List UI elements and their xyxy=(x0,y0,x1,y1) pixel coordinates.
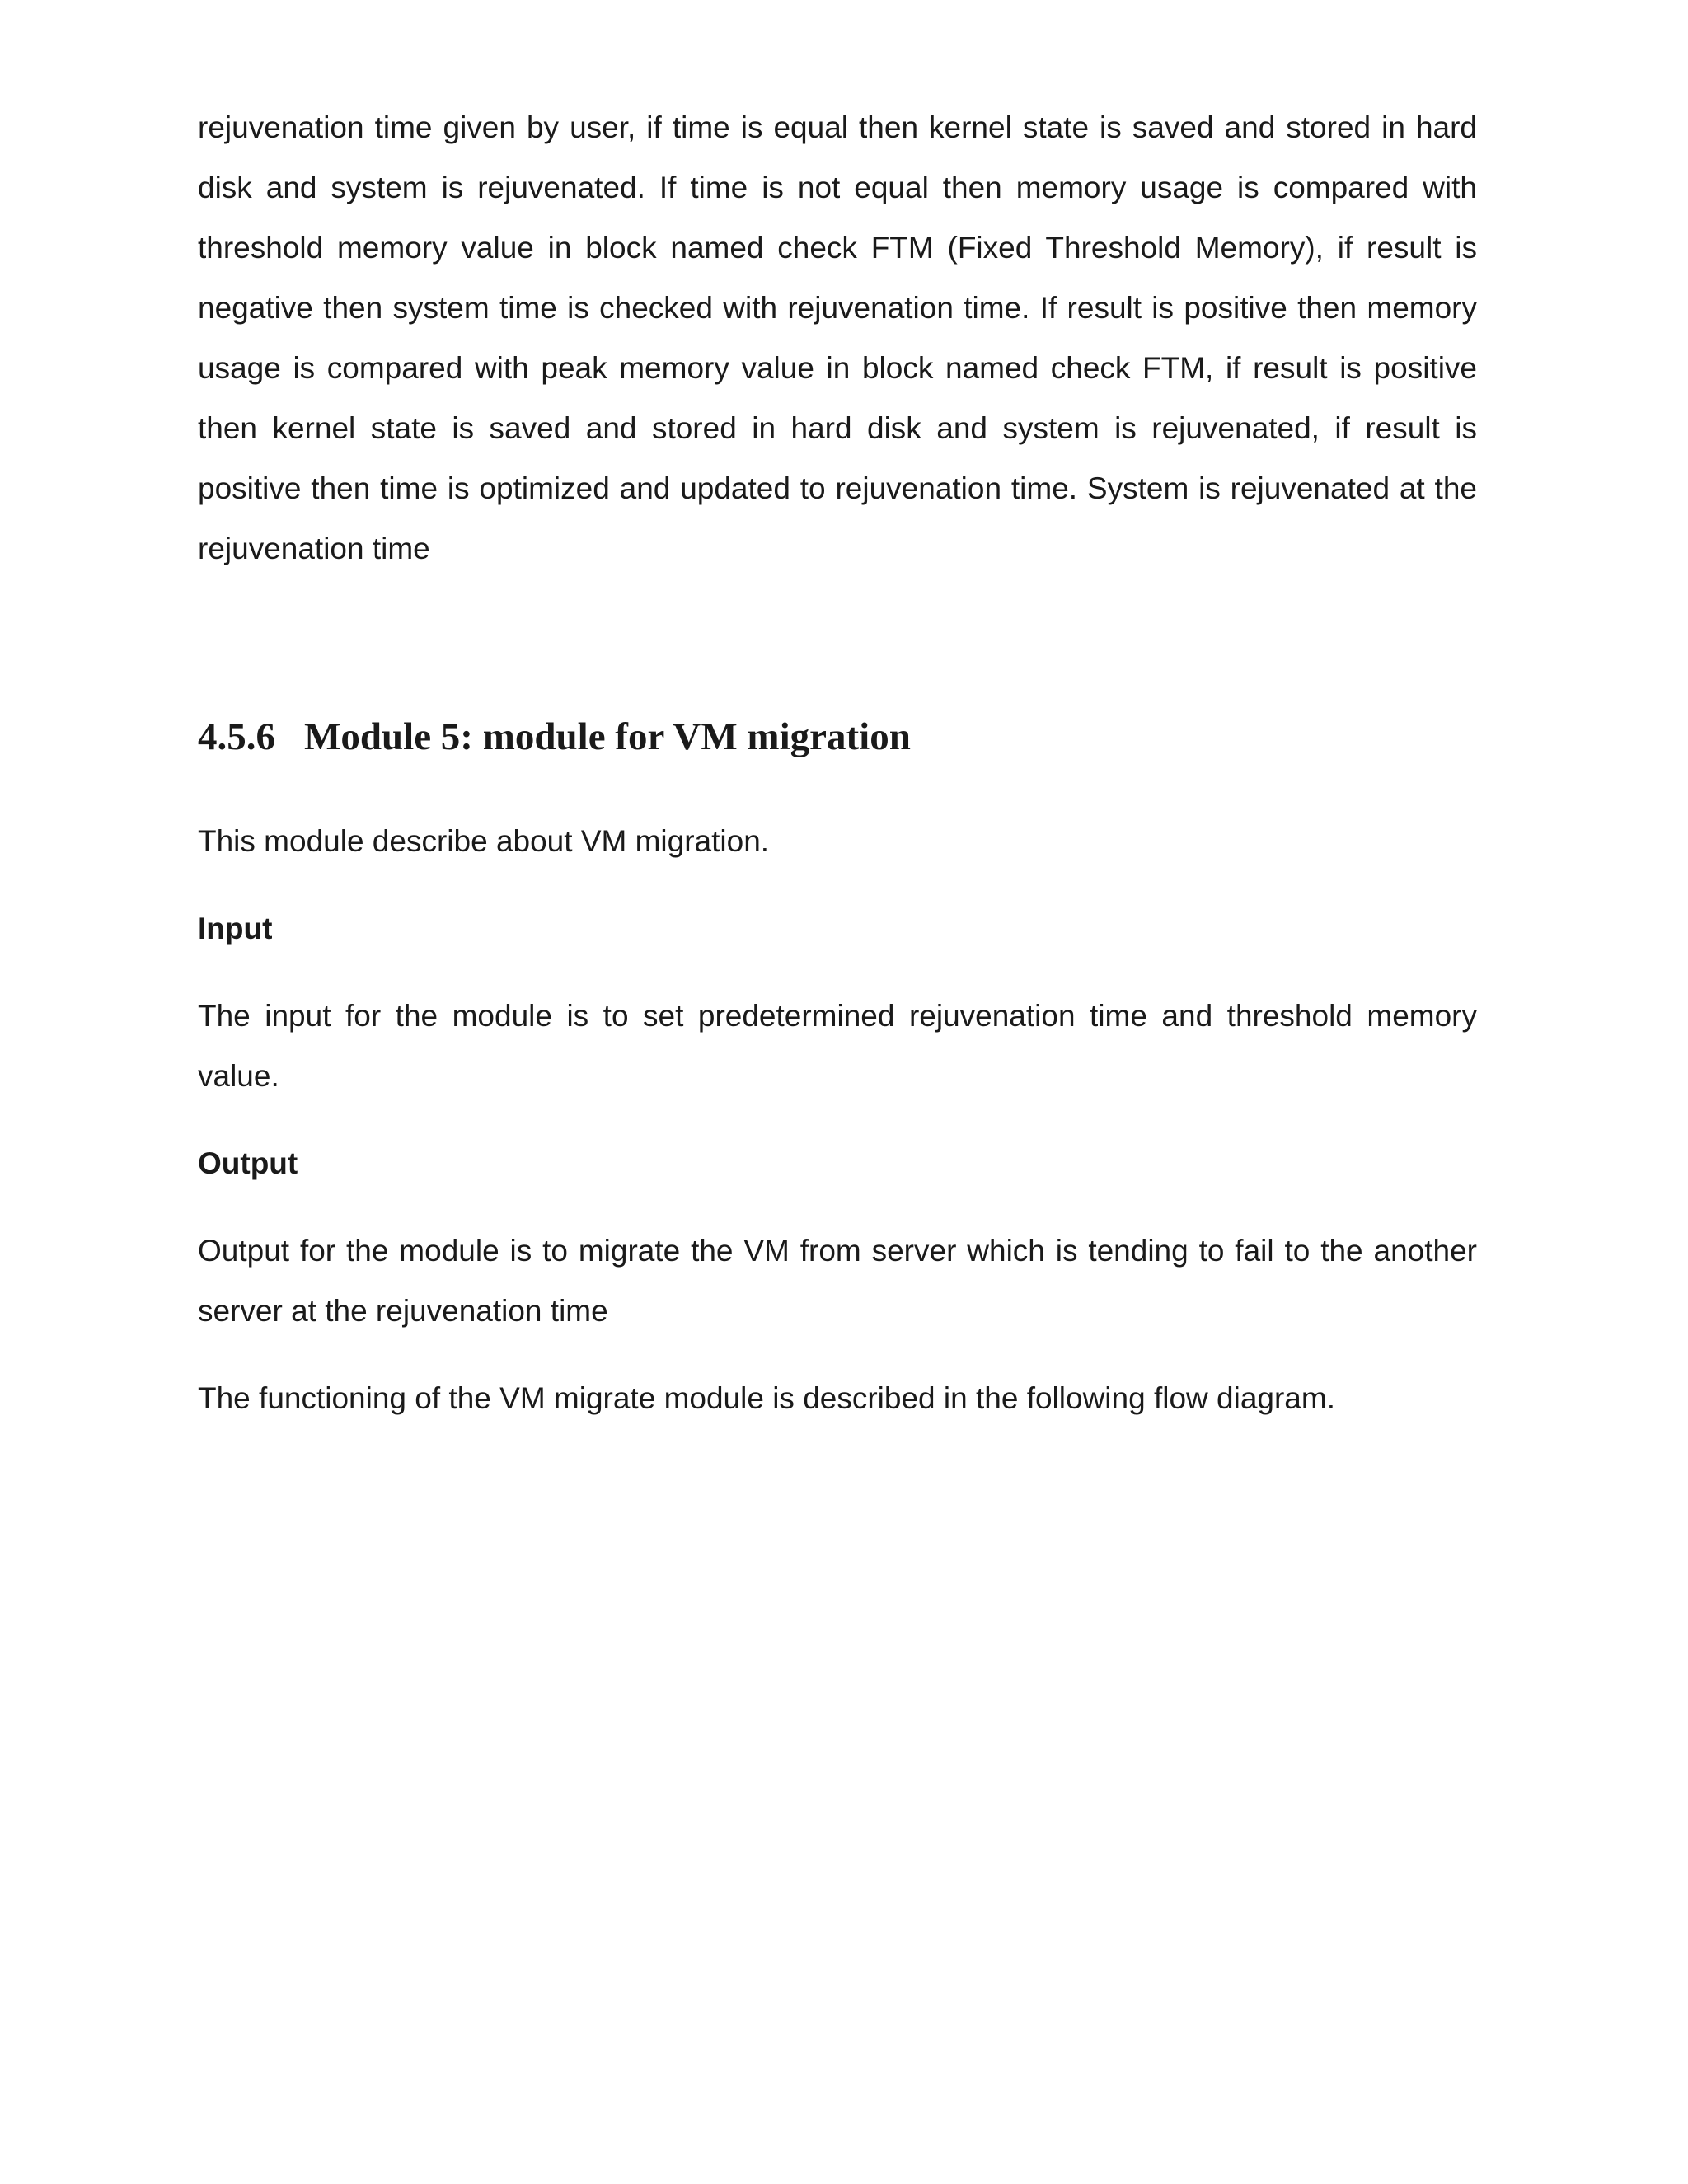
section-title: Module 5: module for VM migration xyxy=(304,715,911,758)
section-number: 4.5.6 xyxy=(198,715,275,758)
output-text: Output for the module is to migrate the VM from server which is tending to fail to the another server at the rejuvenation time xyxy=(198,1234,1477,1328)
input-label: Input xyxy=(198,912,273,945)
section-heading xyxy=(198,712,1477,762)
output-label: Output xyxy=(198,1146,298,1180)
closing-text: The functioning of the VM migrate module is described in the following flow diagram. xyxy=(198,1381,1335,1415)
document-page xyxy=(198,97,1477,1428)
input-text: The input for the module is to set predetermined rejuvenation time and threshold memory value. xyxy=(198,999,1477,1093)
module-description: This module describe about VM migration. xyxy=(198,824,770,858)
intro-paragraph: rejuvenation time given by user, if time is equal then kernel state is saved and stored in hard disk and system is rejuvenated. If time is not equal then memory usage is compared with threshold memory value in block named check FTM (Fixed Threshold Memory), if result is negative then system time is checked with rejuvenation time. If result is positive then memory usage is compared with peak memory value in block named check FTM, if result is positive then kernel state is saved and stored in hard disk and system is rejuvenated, if result is positive then time is optimized and updated to rejuvenation time. System is rejuvenated at the rejuvenation time xyxy=(198,110,1477,565)
